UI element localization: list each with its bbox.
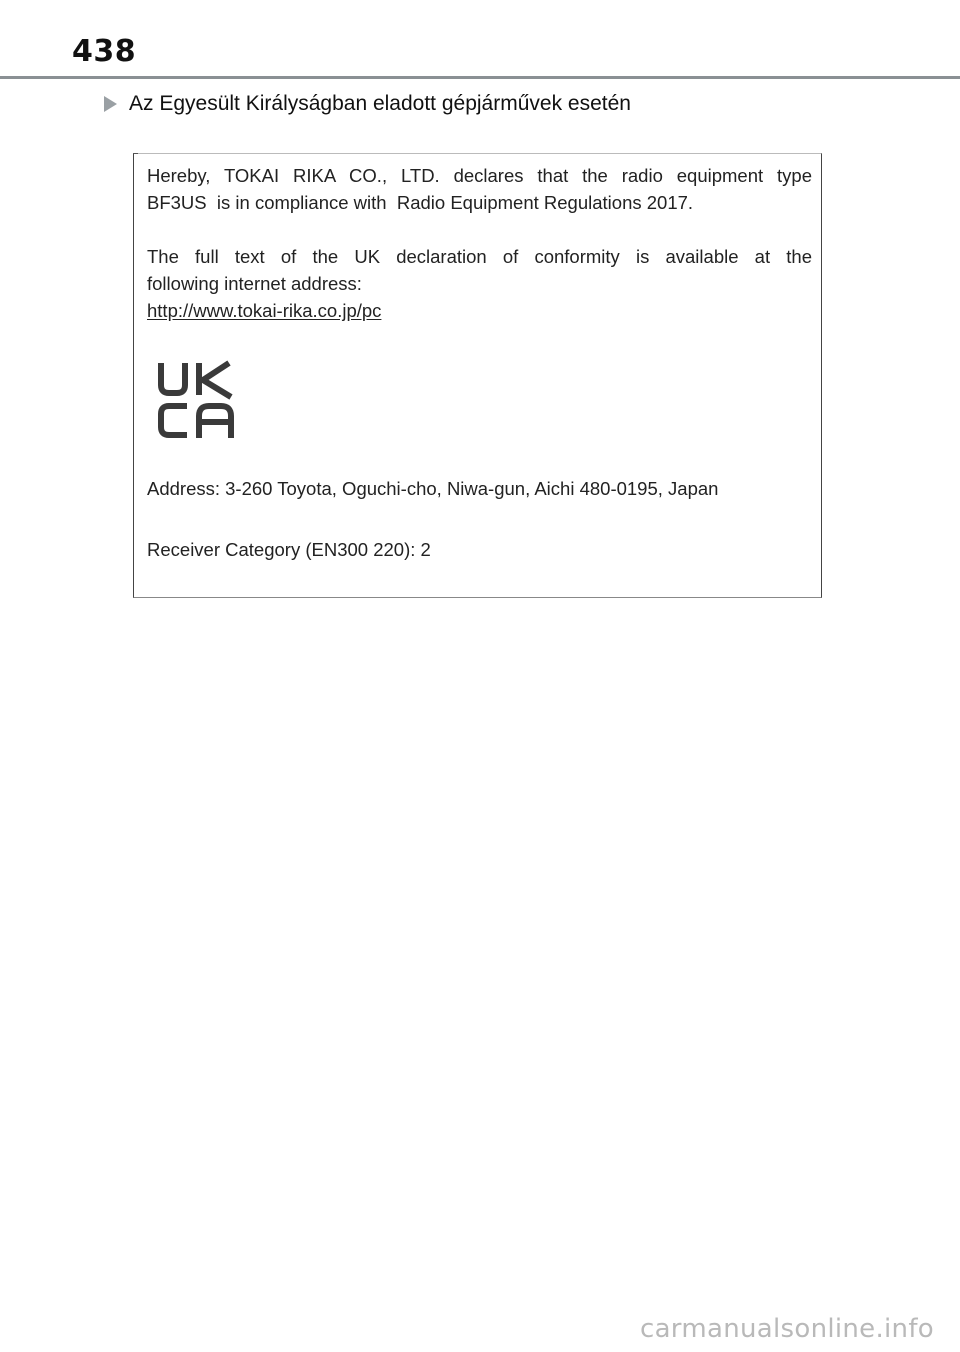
paragraph-spacer	[147, 216, 812, 243]
section-heading-text: Az Egyesült Királyságban eladott gépjárművek esetén	[129, 92, 631, 115]
header-rule	[0, 76, 960, 79]
declaration-url-link[interactable]: http://www.tokai-rika.co.jp/pc	[147, 300, 382, 321]
ukca-letters	[161, 363, 231, 438]
full-text-paragraph	[147, 243, 812, 324]
address-line: Address: 3-260 Toyota, Oguchi-cho, Niwa-gun, Aichi 480-0195, Japan	[147, 478, 719, 499]
page-number: 438	[72, 34, 137, 69]
conformity-paragraph	[147, 162, 812, 216]
receiver-category-line: Receiver Category (EN300 220): 2	[147, 539, 431, 560]
conformity-line-2: BF3US is in compliance with Radio Equipment Regulations 2017.	[147, 192, 694, 213]
site-watermark: carmanualsonline.info	[639, 1314, 934, 1344]
declaration-text	[147, 162, 812, 324]
conformity-line-1: Hereby, TOKAI RIKA CO., LTD. declares that the radio equipment type	[147, 165, 812, 186]
full-text-line-2: following internet address:	[147, 273, 362, 294]
full-text-line-1: The full text of the UK declaration of conformity is available at the	[147, 246, 812, 267]
declaration-box	[133, 153, 822, 598]
arrow-icon	[104, 96, 117, 112]
ukca-mark-icon	[155, 359, 237, 441]
section-heading	[104, 92, 631, 116]
